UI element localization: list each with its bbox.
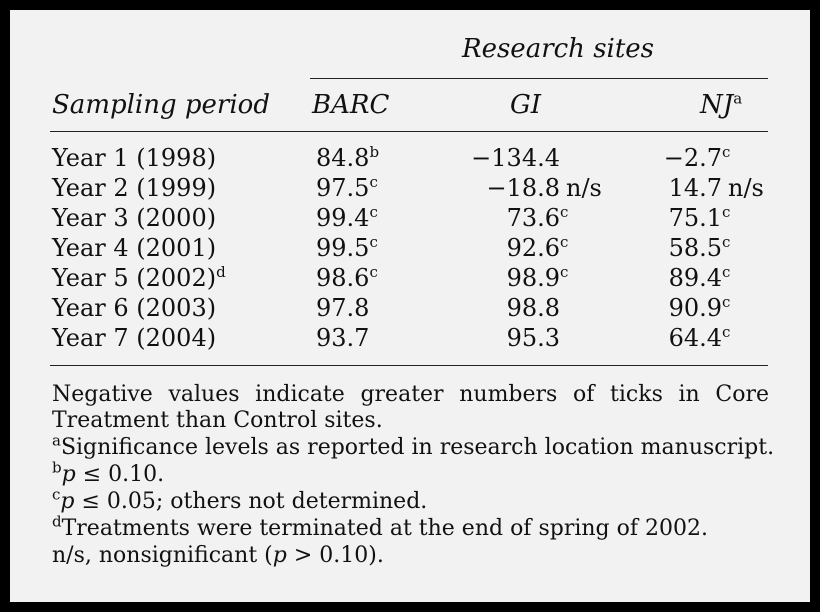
cell-gi-value: 92.6 [506,234,560,262]
cell-barc-value: 98.6 [316,264,370,292]
research-sites-header: Research sites [462,34,655,64]
footnote-ns-p: p [272,543,287,568]
cell-period-text: Year 1 (1998) [52,144,217,172]
cell-period-text: Year 3 (2000) [52,204,217,232]
cell-barc-footnote-mark: c [369,263,378,281]
cell-barc-value: 97.5 [316,174,370,202]
header-nj [700,90,742,120]
footnote-b-p: p [61,462,76,487]
cell-nj-value: 75.1 [668,204,722,232]
footnote-d-text: Treatments were terminated at the end of spring of 2002. [61,516,708,541]
cell-gi-footnote-mark: c [560,203,569,221]
cell-gi-nonsignificant: n/s [566,174,602,202]
cell-gi-footnote-mark: c [560,233,569,251]
footnote-b-mark: b [52,458,62,477]
cell-nj-value: 89.4 [668,264,722,292]
footnote-ns-prefix: n/s, nonsignificant ( [52,543,273,568]
cell-barc [316,204,378,232]
bottom-rule [50,365,768,366]
cell-period-text: Year 2 (1999) [52,174,217,202]
cell-sampling-period [52,294,216,322]
cell-sampling-period [52,264,226,292]
cell-barc [316,144,379,172]
header-sampling-period: Sampling period [52,90,270,120]
cell-gi-annotation [560,204,568,232]
footnote-c [52,485,428,515]
cell-barc-value: 99.5 [316,234,370,262]
table-page [10,10,810,602]
cell-barc-footnote-mark: c [369,203,378,221]
cell-nj-value: 90.9 [668,294,722,322]
cell-nj-value: 14.7 [668,174,722,202]
cell-nj-footnote-mark: c [722,143,731,161]
header-nj-label: NJ [700,90,734,120]
cell-nj-annotation [722,234,730,262]
cell-sampling-period [52,174,216,202]
cell-barc [316,294,369,322]
cell-nj [630,263,731,292]
cell-nj [630,323,731,352]
cell-gi [440,144,560,172]
footnote-c-mark: c [52,485,61,504]
footnote-ns-suffix: > 0.10). [286,543,384,568]
cell-nj-annotation [722,204,730,232]
cell-period-footnote-mark: d [216,263,226,281]
cell-nj-value: 64.4 [668,324,722,352]
footnote-d-mark: d [52,512,62,531]
cell-nj-value: −2.7 [663,144,722,172]
footnote-c-text: ≤ 0.05; others not determined. [74,489,428,514]
cell-gi [440,203,569,232]
cell-nj-annotation [722,324,730,352]
cell-barc [316,234,378,262]
footnote-negative-values-line1: Negative values indicate greater numbers of ticks in Core [52,382,769,407]
cell-gi [440,294,560,322]
footnote-a [52,431,775,461]
cell-sampling-period [52,324,216,352]
cell-nj-annotation [722,264,730,292]
cell-period-text: Year 6 (2003) [52,294,217,322]
header-gi: GI [510,90,542,120]
header-barc: BARC [312,90,390,120]
cell-gi-value: −18.8 [486,174,560,202]
footnote-c-p: p [60,489,75,514]
cell-gi-footnote-mark: c [560,263,569,281]
cell-gi-value: 98.8 [506,294,560,322]
cell-nj [630,143,731,172]
cell-gi-value: 98.9 [506,264,560,292]
cell-nj-annotation [722,174,764,202]
cell-nj-annotation [722,144,730,172]
cell-barc-value: 84.8 [316,144,370,172]
footnote-b-text: ≤ 0.10. [75,462,165,487]
group-header-rule [310,78,768,79]
footnote-nonsignificant [52,543,384,569]
cell-barc-value: 99.4 [316,204,370,232]
footnote-negative-values-line2: Treatment than Control sites. [52,408,383,433]
cell-barc-footnote-mark: c [369,233,378,251]
cell-nj [630,293,731,322]
cell-barc-footnote-mark: b [369,143,380,161]
cell-barc-value: 97.8 [316,294,370,322]
cell-nj-nonsignificant: n/s [728,174,764,202]
header-nj-footnote-mark: a [733,89,743,108]
cell-gi [440,233,569,262]
cell-nj-footnote-mark: c [722,233,731,251]
cell-period-text: Year 7 (2004) [52,324,217,352]
cell-barc-value: 93.7 [316,324,370,352]
cell-nj-annotation [722,294,730,322]
cell-nj-value: 58.5 [668,234,722,262]
cell-nj [630,203,731,232]
cell-sampling-period [52,204,216,232]
cell-nj-footnote-mark: c [722,293,731,311]
cell-gi [440,263,569,292]
cell-gi [440,324,560,352]
cell-nj-footnote-mark: c [722,263,731,281]
cell-gi-value: 73.6 [506,204,560,232]
cell-nj-footnote-mark: c [722,203,731,221]
footnote-a-text: Significance levels as reported in research location manuscript. [60,435,775,460]
cell-sampling-period [52,144,216,172]
footnote-d [52,512,708,542]
cell-gi-annotation [560,174,602,202]
cell-sampling-period [52,234,216,262]
cell-nj-footnote-mark: c [722,323,731,341]
footnote-a-mark: a [52,431,61,450]
cell-gi-annotation [560,264,568,292]
cell-barc-footnote-mark: c [369,173,378,191]
cell-barc [316,324,369,352]
footnote-b [52,458,165,488]
cell-barc [316,174,378,202]
cell-period-text: Year 5 (2002) [52,264,217,292]
cell-nj [630,233,731,262]
cell-gi-value: 95.3 [506,324,560,352]
cell-gi-value: −134.4 [471,144,560,172]
cell-gi [440,174,602,202]
cell-period-text: Year 4 (2001) [52,234,217,262]
header-rule [50,131,768,132]
cell-gi-annotation [560,234,568,262]
cell-nj [630,174,764,202]
cell-barc [316,264,378,292]
